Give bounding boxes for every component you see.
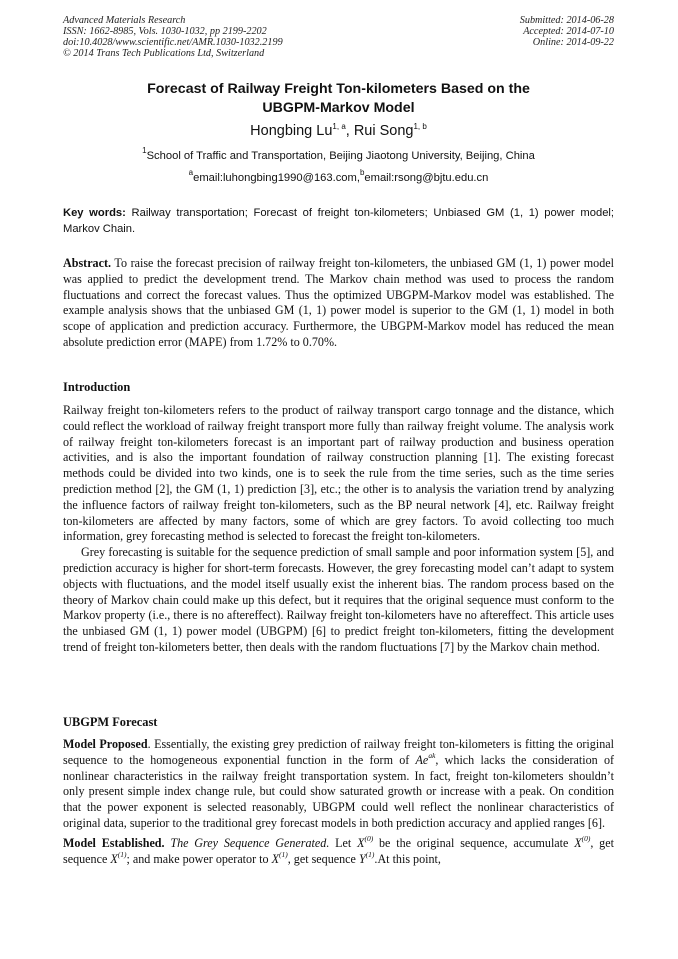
- math-superscript: (1): [278, 849, 288, 859]
- email-mark: a: [188, 168, 194, 177]
- journal-info: [63, 15, 393, 59]
- math-superscript: (0): [364, 833, 374, 843]
- section-heading: UBGPM Forecast: [63, 715, 158, 729]
- publication-dates: [414, 15, 614, 48]
- abstract-label: Abstract.: [63, 256, 112, 270]
- affiliation: [63, 146, 614, 163]
- math-base: X: [357, 835, 365, 850]
- math-base: X: [110, 851, 118, 866]
- paragraph-text: , which lacks the consideration of nonlinear characteristics in the railway freight transportation system. In fact, freight ton-kilometers shouldn’t only present simple index change rule, but could show saturated growth or increase with a peak. On condition that the power exponent is selected reasonably, UBGPM could well reflect the nonlinear characteristics of original data, superior to the traditional grey forecast models in both prediction accuracy and applied ranges [6].: [63, 752, 615, 830]
- paragraph-text: , get sequence: [63, 835, 614, 866]
- author-name: Hongbing Lu: [250, 123, 333, 139]
- title-line-2: UBGPM-Markov Model: [262, 100, 415, 116]
- paragraph-text: be the original sequence, accumulate: [379, 835, 569, 850]
- paragraph-text: ; and make power operator to: [126, 851, 269, 866]
- email-mark: b: [359, 168, 365, 177]
- formula: [415, 750, 436, 767]
- math-symbol: [110, 849, 127, 866]
- email-link[interactable]: email:rsong@bjtu.edu.cn: [364, 172, 489, 184]
- math-base: X: [574, 835, 582, 850]
- author-separator: ,: [345, 123, 354, 139]
- paragraph: [63, 833, 614, 868]
- math-base: Y: [358, 851, 366, 866]
- affiliation-mark: 1: [142, 146, 147, 155]
- math-symbol: [271, 849, 288, 866]
- author-name: Rui Song: [353, 123, 414, 139]
- math-symbol: [358, 849, 375, 866]
- math-superscript: (0): [581, 833, 591, 843]
- submitted-date: Submitted: 2014-06-28: [519, 15, 614, 26]
- issn: ISSN: 1662-8985, Vols. 1030-1032, pp 2199-2202: [63, 26, 267, 37]
- ubgpm-body: [63, 737, 614, 867]
- paragraph: [63, 737, 614, 832]
- math-superscript: (1): [365, 849, 375, 859]
- author-affiliation-mark: 1, a: [332, 122, 346, 131]
- math-superscript: (1): [117, 849, 127, 859]
- online-date: Online: 2014-09-22: [532, 37, 614, 48]
- author-affiliation-mark: 1, b: [413, 122, 427, 131]
- keywords-text: Railway transportation; Forecast of freight ton-kilometers; Unbiased GM (1, 1) power model; Markov Chain.: [63, 207, 615, 235]
- author-emails: [63, 168, 614, 185]
- journal-name: Advanced Materials Research: [63, 15, 186, 26]
- subsection-label: Model Established.: [63, 835, 165, 850]
- doi: doi:10.4028/www.scientific.net/AMR.1030-1032.2199: [63, 37, 283, 48]
- paragraph-text: , get sequence: [287, 851, 356, 866]
- subsubsection-label: The Grey Sequence Generated.: [170, 835, 330, 850]
- keywords-label: Key words:: [63, 207, 126, 219]
- paragraph-text: .At this point,: [374, 851, 441, 866]
- formula-exponent: ak: [428, 750, 436, 760]
- math-symbol: [574, 833, 591, 850]
- affiliation-text: School of Traffic and Transportation, Beijing Jiaotong University, Beijing, China: [146, 150, 535, 162]
- copyright: © 2014 Trans Tech Publications Ltd, Switzerland: [63, 48, 265, 59]
- keywords: [63, 206, 614, 237]
- paragraph: Railway freight ton-kilometers refers to the product of railway transport cargo tonnage and the distance, which could reflect the workload of railway freight transport more fully than railway freight volume. The analysis work of railway freight ton-kilometers forecast is an important part of railway production and business operation activities, and is also the important foundation of railway construction planning [1]. The existing forecast methods could be divided into two kinds, one is to seek the rule from the time series, such as the time series prediction method [2], the GM (1, 1) prediction [3], etc.; the other is to analysis the variation trend by analyzing the influence factors of railway freight ton-kilometers, such as the BP neural network [4], etc. Railway freight ton-kilometers are affected by many factors, some of which are grey factors. To avoid collecting too much information, grey forecasting method is selected to forecast the freight ton-kilometers.: [63, 403, 614, 544]
- title-line-1: Forecast of Railway Freight Ton-kilometers Based on the: [147, 81, 530, 97]
- email-link[interactable]: email:luhongbing1990@163.com,: [193, 172, 360, 184]
- paragraph-text: Let: [335, 835, 352, 850]
- paragraph: Grey forecasting is suitable for the sequence prediction of small sample and poor information system [5], and prediction accuracy is higher for short-term forecasts. However, the grey forecasting model can’t adapt to system objects with fluctuations, and the model itself usually exist the inherent bias. The random process based on the theory of Markov chain could make up this defect, but it requires that the original sequence must conform to the Markov property (i.e., there is no aftereffect). Railway freight ton-kilometers have no aftereffect. This article uses the unbiased GM (1, 1) power model (UBGPM) [6] to predict freight ton-kilometers, fitting the development trend of freight ton-kilometers better, then deals with the random fluctuations [7] by the Markov chain method.: [63, 545, 614, 654]
- formula-base: Ae: [415, 752, 429, 767]
- paragraph-text: . Essentially, the existing grey prediction of railway freight ton-kilometers is fitting the original sequence to the homogeneous exponential function in the form of: [63, 737, 614, 767]
- abstract-text: To raise the forecast precision of railway freight ton-kilometers, the unbiased GM (1, 1) power model was applied to predict the development trend. The Markov chain method was used to process the random fluctuations and correct the forecast values. Thus the optimized UBGPM-Markov model was established. The example analysis shows that the unbiased GM (1, 1) power model is superior to the GM (1, 1) model in both scope of application and prediction accuracy. Furthermore, the UBGPM-Markov model has reduced the mean absolute prediction error (MAPE) from 1.72% to 0.70%.: [63, 256, 614, 349]
- introduction-body: [63, 403, 614, 656]
- author-list: [63, 122, 614, 140]
- math-base: X: [271, 851, 279, 866]
- section-heading: Introduction: [63, 380, 131, 394]
- subsection-label: Model Proposed: [63, 737, 148, 751]
- paper-title: [63, 80, 614, 118]
- abstract: [63, 256, 614, 351]
- math-symbol: [357, 833, 374, 850]
- accepted-date: Accepted: 2014-07-10: [523, 26, 614, 37]
